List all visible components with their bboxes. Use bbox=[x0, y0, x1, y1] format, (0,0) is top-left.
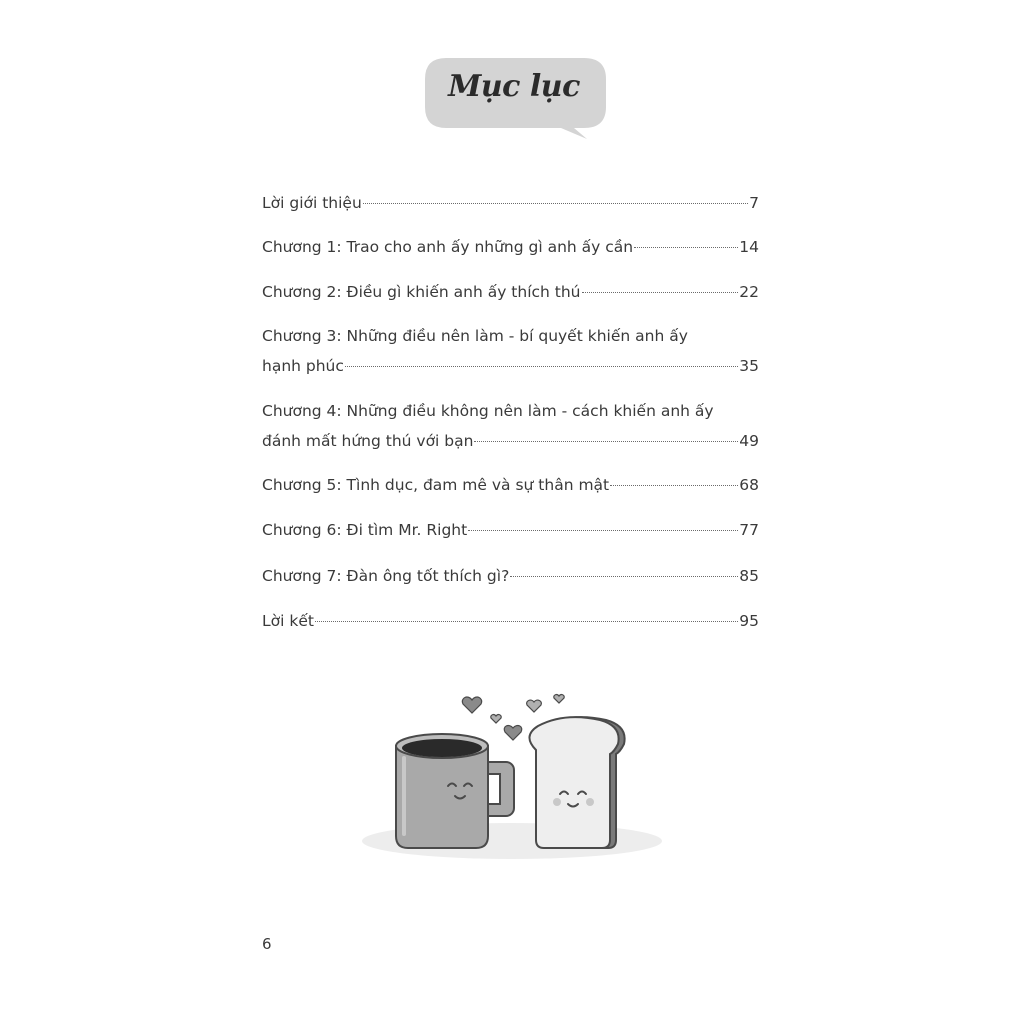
dot-leader bbox=[468, 530, 738, 531]
toc-entry-label: Chương 2: Điều gì khiến anh ấy thích thú bbox=[262, 283, 581, 301]
toc-entry-page: 49 bbox=[739, 432, 759, 450]
page-number: 6 bbox=[262, 935, 272, 953]
toc-entry-page: 22 bbox=[739, 283, 759, 301]
title-speech-bubble bbox=[424, 57, 608, 141]
dot-leader bbox=[345, 366, 738, 367]
dot-leader bbox=[315, 621, 738, 622]
dot-leader bbox=[634, 247, 738, 248]
toc-entry-page: 85 bbox=[739, 567, 759, 585]
toc-entry[interactable] bbox=[262, 321, 759, 381]
toc-entry-page: 7 bbox=[749, 194, 759, 212]
toc-entry-label-line1: Chương 3: Những điều nên làm - bí quyết khiến anh ấy bbox=[262, 327, 688, 345]
toc-entry-label: đánh mất hứng thú với bạn bbox=[262, 432, 474, 450]
toc-entry[interactable] bbox=[262, 188, 759, 218]
toc-entry-page: 14 bbox=[739, 238, 759, 256]
toc-entry-label: Chương 7: Đàn ông tốt thích gì? bbox=[262, 567, 510, 585]
toc-entry[interactable] bbox=[262, 515, 759, 545]
mug-and-toast-illustration bbox=[356, 688, 668, 864]
dot-leader bbox=[582, 292, 739, 293]
toc-entry[interactable] bbox=[262, 277, 759, 307]
toc-entry[interactable] bbox=[262, 232, 759, 262]
toc-entry-label: Lời giới thiệu bbox=[262, 194, 362, 212]
page-title: Mục lục bbox=[448, 69, 580, 104]
toc-entry-label: Chương 6: Đi tìm Mr. Right bbox=[262, 521, 468, 539]
dot-leader bbox=[610, 485, 738, 486]
dot-leader bbox=[363, 203, 748, 204]
toc-entry-page: 95 bbox=[739, 612, 759, 630]
coffee-mug-icon bbox=[396, 734, 488, 848]
dot-leader bbox=[474, 441, 738, 442]
toc-entry-page: 35 bbox=[739, 357, 759, 375]
toc-entry-page: 77 bbox=[739, 521, 759, 539]
toc-entry-label: Chương 1: Trao cho anh ấy những gì anh ấy cần bbox=[262, 238, 634, 256]
toc-entry-page: 68 bbox=[739, 476, 759, 494]
toast-slice-icon bbox=[529, 717, 624, 848]
toc-entry[interactable] bbox=[262, 561, 759, 591]
toc-entry-label-line1: Chương 4: Những điều không nên làm - cách khiến anh ấy bbox=[262, 402, 714, 420]
toc-entry[interactable] bbox=[262, 470, 759, 500]
mug-handle bbox=[486, 762, 514, 816]
toc-entry[interactable] bbox=[262, 606, 759, 636]
toc-entry-label: Lời kết bbox=[262, 612, 314, 630]
toc-entry[interactable] bbox=[262, 396, 759, 456]
toc-entry-label: Chương 5: Tình dục, đam mê và sự thân mật bbox=[262, 476, 610, 494]
dot-leader bbox=[510, 576, 738, 577]
toc-entry-label: hạnh phúc bbox=[262, 357, 344, 375]
